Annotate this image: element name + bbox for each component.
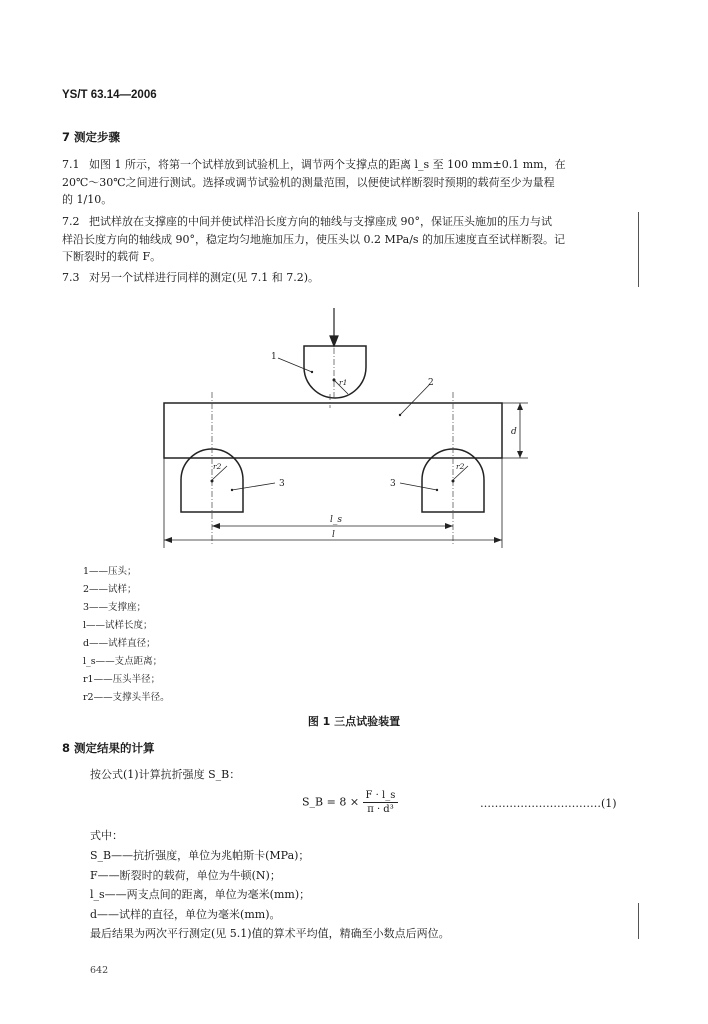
formula-intro: 按公式(1)计算抗折强度 S_B： <box>90 768 241 781</box>
label-ls: l_s <box>330 515 342 525</box>
leader-3-right <box>400 483 437 490</box>
equation-number: ……………………………(1) <box>480 797 617 810</box>
where-label: 式中： <box>90 829 123 842</box>
d-arrow-top <box>517 403 523 410</box>
para-7-2-number: 7.2 <box>62 215 80 228</box>
para-7-1 <box>62 156 566 209</box>
formula-denominator: π · d³ <box>367 804 394 815</box>
para-7-2-line2: 样沿长度方向的轴线成 90°，稳定均匀地施加压力，使压头以 0.2 MPa/s 的加压速度直至试样断裂。记 <box>62 232 566 246</box>
formula-lhs: S_B = 8 × <box>302 795 360 809</box>
legend-item: d——试样直径； <box>83 638 156 649</box>
specimen-leader-dot <box>399 414 401 416</box>
label-r2-right: r2 <box>456 462 465 471</box>
indenter-leader-dot <box>311 371 313 373</box>
legend-item: 1——压头； <box>83 566 137 577</box>
figure-caption: 图 1 三点试验装置 <box>307 715 401 728</box>
definition-item: d——试样的直径，单位为毫米(mm)。 <box>90 907 281 921</box>
para-7-1-line2: 20℃～30℃之间进行测试。选择或调节试验机的测量范围，以便使试样断裂时预期的载荷至少为量程 <box>62 175 555 189</box>
para-7-2-line1: 把试样放在支撑座的中间并使试样沿长度方向的轴线与支撑座成 90°，保证压头施加的压力与试 <box>89 215 552 228</box>
label-1: 1 <box>271 352 277 362</box>
support-right-center-point <box>452 480 455 483</box>
force-arrow-head <box>330 336 338 346</box>
label-d: d <box>511 427 517 437</box>
standard-code: YS/T 63.14—2006 <box>62 89 157 101</box>
variable-definitions <box>90 846 310 924</box>
indenter-shape <box>304 346 366 398</box>
section-7-heading: 7 测定步骤 <box>62 130 121 144</box>
support-right-leader-dot <box>436 489 438 491</box>
legend-item: 2——试样； <box>83 584 137 595</box>
para-7-1-number: 7.1 <box>62 158 80 171</box>
para-7-1-line1: 如图 1 所示，将第一个试样放到试验机上，调节两个支撑点的距离 l_s 至 100 mm±0.1 mm，在 <box>89 158 566 171</box>
legend-item: r2——支撑头半径。 <box>83 692 170 703</box>
ls-arrow-left <box>212 523 220 529</box>
section-8-heading: 8 测定结果的计算 <box>62 741 155 755</box>
para-7-3-number: 7.3 <box>62 271 80 284</box>
figure-legend <box>83 563 170 707</box>
leader-2 <box>400 384 430 415</box>
para-7-2-line3: 下断裂时的载荷 F。 <box>62 250 162 263</box>
label-2: 2 <box>428 378 434 388</box>
definition-item: F——断裂时的载荷，单位为牛顿(N)； <box>90 868 281 882</box>
para-7-3 <box>62 269 319 287</box>
margin-bar-top <box>638 212 639 287</box>
definition-item: l_s——两支点间的距离，单位为毫米(mm)； <box>90 888 311 901</box>
margin-bar-bottom <box>638 903 639 939</box>
para-7-1-line3: 的 1/10。 <box>62 193 113 206</box>
support-left-center-point <box>211 480 214 483</box>
definition-item: S_B——抗折强度，单位为兆帕斯卡(MPa)； <box>90 849 310 862</box>
label-3-right: 3 <box>390 479 396 489</box>
ls-arrow-right <box>445 523 453 529</box>
label-l: l <box>332 530 335 540</box>
legend-item: l_s——支点距离； <box>83 656 163 667</box>
three-point-test-figure <box>0 300 708 560</box>
legend-item: l——试样长度； <box>83 620 153 631</box>
legend-item: r1——压头半径； <box>83 674 161 685</box>
legend-item: 3——支撑座； <box>83 602 147 613</box>
label-3-left: 3 <box>279 479 285 489</box>
label-r1: r1 <box>339 378 348 387</box>
page-number: 642 <box>90 965 109 976</box>
d-arrow-bottom <box>517 451 523 458</box>
label-r2-left: r2 <box>213 462 222 471</box>
para-7-2 <box>62 213 565 266</box>
para-7-3-text: 对另一个试样进行同样的测定(见 7.1 和 7.2)。 <box>89 271 320 284</box>
formula-numerator: F · l_s <box>363 790 399 803</box>
leader-3-left <box>232 483 275 490</box>
final-result-note: 最后结果为两次平行测定(见 5.1)值的算术平均值，精确至小数点后两位。 <box>90 927 450 940</box>
support-left-leader-dot <box>231 489 233 491</box>
formula-fraction <box>363 790 399 815</box>
indenter-center-point <box>333 379 336 382</box>
leader-1 <box>278 358 312 372</box>
l-arrow-right <box>494 537 502 543</box>
l-arrow-left <box>164 537 172 543</box>
formula <box>302 790 398 815</box>
